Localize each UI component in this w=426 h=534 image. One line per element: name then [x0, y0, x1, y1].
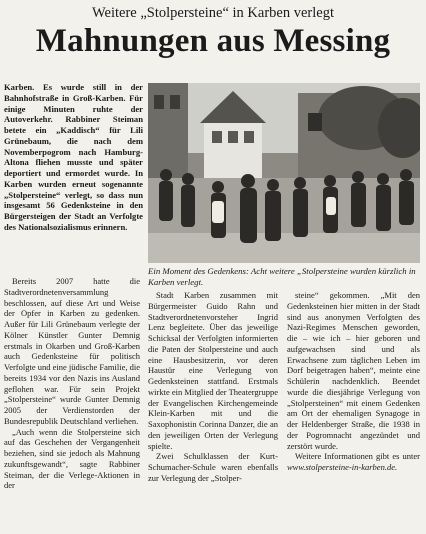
body-column-3 — [287, 290, 420, 473]
body-paragraph: steine“ gekommen. „Mit den Gedenksteinen hier mitten in der Stadt sind aus anonymen Verfolgten des Nazi-Regimes Menschen geworden, die – wie ich – hier geboren und aufgewachsen sind und als Erwachsene zum täglichen Leben im Dorf beigetragen haben“, meinte eine Schülerin nachdenklich. Beendet wurde die diesjährige Verlegung von „Stolpersteinen“ mit einem Gedenken am Ort der ehemaligen Synagoge in der Heldenberger Straße, die 1938 in der Pogromnacht angezündet und zerstört wurde. — [287, 290, 420, 451]
article-headline: Mahnungen aus Messing — [35, 23, 391, 59]
body-column-2 — [148, 290, 278, 484]
info-text: Weitere Informationen gibt es unter — [295, 451, 420, 462]
body-paragraph — [287, 451, 420, 473]
article-lead — [4, 82, 143, 233]
photo-caption: Ein Moment des Gedenkens: Acht weitere „Stolpersteine wurden kürzlich in Karben verlegt. — [148, 266, 416, 287]
body-paragraph: Stadt Karben zusammen mit Bürgermeister Guido Rahn und Stadtverordnetenvorsteher Ingrid Lenz begleitete. Über das jeweilige Schicksal der Verfolgten informierten die Paten der Stolpersteine und auch eine Hausbesitzerin, vor deren Haustür eine Verlegung von Gedenksteinen stattfand. Erstmals wirkte ein Mitglied der Theatergruppe der Evangelischen Kirchengemeinde Klein-Karben mit und die Saxophonistin Corinna Danzer, die an den jeweiligen Orten der Verlegung spielte. — [148, 290, 278, 451]
street-crowd-photo-icon — [148, 83, 420, 263]
body-paragraph: Zwei Schulklassen der Kurt-Schumacher-Schule waren ebenfalls zur Verlegung der „Stolper- — [148, 451, 278, 483]
body-paragraph: Bereits 2007 hatte die Stadtverordnetenversammlung beschlossen, auf diese Art und Weise der Opfer in Karben zu gedenken. Außer für Lili Grünebaum verlegte der Kölner Künstler Gunter Demnig erstmals in Okarben und Groß-Karben auch Gedenksteine für politisch Verfolgte und eine jüdische Familie, die bereits 1934 vor den Nazis ins Ausland geflohen war. Für sein Projekt „Stolpersteine“ wurde Gunter Demnig 2005 der Verdienstorden der Bundesrepublik Deutschland verliehen. — [4, 276, 140, 426]
article-kicker: Weitere „Stolpersteine“ in Karben verlegt — [91, 5, 334, 21]
website-link[interactable]: www.stolpersteine-in-karben.de. — [287, 462, 398, 472]
body-paragraph: „Auch wenn die Stolpersteine sich auf das Geschehen der Vergangenheit beziehen, sind sie jedoch als Mahnung zukunftsgewandt“, sagte Rabbiner Steiman, der die Verlege-Aktionen in der — [4, 426, 140, 491]
body-column-1 — [4, 276, 140, 491]
lead-paragraph: Karben. Es wurde still in der Bahnhofstraße in Groß-Karben. Für einige Minuten ruhte der Autoverkehr. Rabbiner Steiman betete ein „Kaddisch“ für Lili Grünebaum, die nach dem Novemberpogrom nach Hamburg-Altona fliehen musste und später deportiert und ermordet wurde. In Karben wurden erneut sogenannte „Stolpersteine“ verlegt, so dass nun insgesamt 56 Gedenksteine in den Bürgersteigen der Stadt an Verfolgte des Nationalsozialismus erinnern. — [4, 82, 143, 232]
article-photo — [148, 83, 420, 263]
